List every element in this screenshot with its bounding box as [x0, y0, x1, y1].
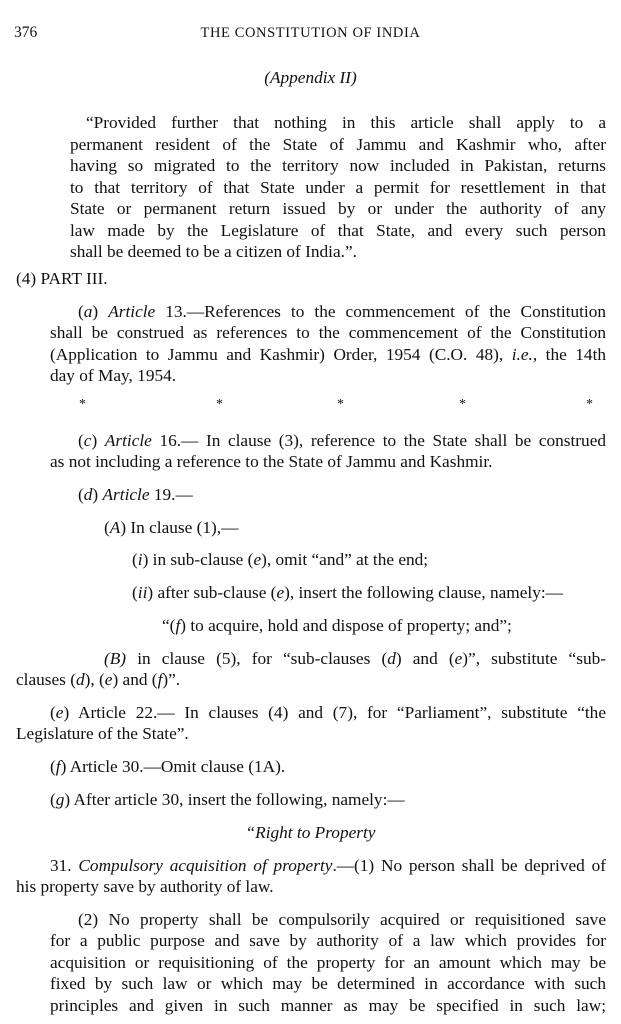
text-line: “Provided further that nothing in this article shall apply to a — [86, 113, 606, 132]
text-line: (A) In clause (1),— — [104, 518, 239, 537]
text-line: (2) No property shall be compulsorily acquired or requisitioned save — [78, 910, 606, 929]
star: * — [459, 397, 466, 412]
text-line: State or permanent return issued by or under the authority of any — [70, 199, 606, 218]
text-line: clauses (d), (e) and (f)”. — [16, 670, 181, 689]
text-line: acquisition or requisitioning of the property for an amount which may be — [50, 953, 606, 972]
text-line: shall be deemed to be a citizen of India.”. — [70, 242, 357, 261]
text-line: (i) in sub-clause (e), omit “and” at the end; — [132, 550, 429, 569]
text-line: permanent resident of the State of Jammu and Kashmir who, after — [70, 135, 606, 154]
text-line: principles and given in such manner as may be specified in such law; — [50, 996, 606, 1015]
page-number: 376 — [14, 24, 38, 41]
text-line: 31. Compulsory acquisition of property.—(1) No person shall be deprived of — [50, 856, 607, 875]
star: * — [79, 397, 86, 412]
text-line: shall be construed as references to the commencement of the Constitution — [50, 323, 606, 342]
part-heading: (4) PART III. — [16, 269, 108, 288]
text-line: (a) Article 13.—References to the commencement of the Constitution — [78, 302, 606, 321]
running-title: THE CONSTITUTION OF INDIA — [200, 25, 421, 41]
section-heading: “Right to Property — [245, 823, 376, 842]
star: * — [337, 397, 344, 412]
star: * — [216, 397, 223, 412]
text-line: (e) Article 22.— In clauses (4) and (7), for “Parliament”, substitute “the — [50, 703, 606, 722]
text-line: as not including a reference to the State of Jammu and Kashmir. — [50, 452, 493, 471]
appendix-label: (Appendix II) — [264, 68, 357, 87]
text-line: (Application to Jammu and Kashmir) Order, 1954 (C.O. 48), i.e., the 14th — [50, 345, 607, 364]
text-line: (ii) after sub-clause (e), insert the following clause, namely:— — [132, 583, 563, 602]
text-line: “(f) to acquire, hold and dispose of property; and”; — [162, 616, 512, 635]
text-line: law made by the Legislature of that State, and every such person — [70, 221, 606, 240]
text-line: (B) in clause (5), for “sub-clauses (d) and (e)”, substitute “sub- — [104, 649, 606, 668]
text-line: having so migrated to the territory now included in Pakistan, returns — [70, 156, 606, 175]
text-line: for a public purpose and save by authority of a law which provides for — [50, 931, 606, 950]
text-line: (c) Article 16.— In clause (3), reference to the State shall be construed — [78, 431, 607, 450]
text-line: Legislature of the State”. — [16, 724, 189, 743]
star: * — [586, 397, 593, 412]
text-line: to that territory of that State under a permit for resettlement in that — [70, 178, 606, 197]
text-line: his property save by authority of law. — [16, 877, 274, 896]
clause-f: (f) Article 30.—Omit clause (1A). — [50, 757, 286, 776]
text-line: fixed by such law or which may be determined in accordance with such — [50, 974, 606, 993]
text-line: (d) Article 19.— — [78, 485, 193, 504]
clause-g: (g) After article 30, insert the following, namely:— — [50, 790, 405, 809]
text-line: day of May, 1954. — [50, 366, 177, 385]
